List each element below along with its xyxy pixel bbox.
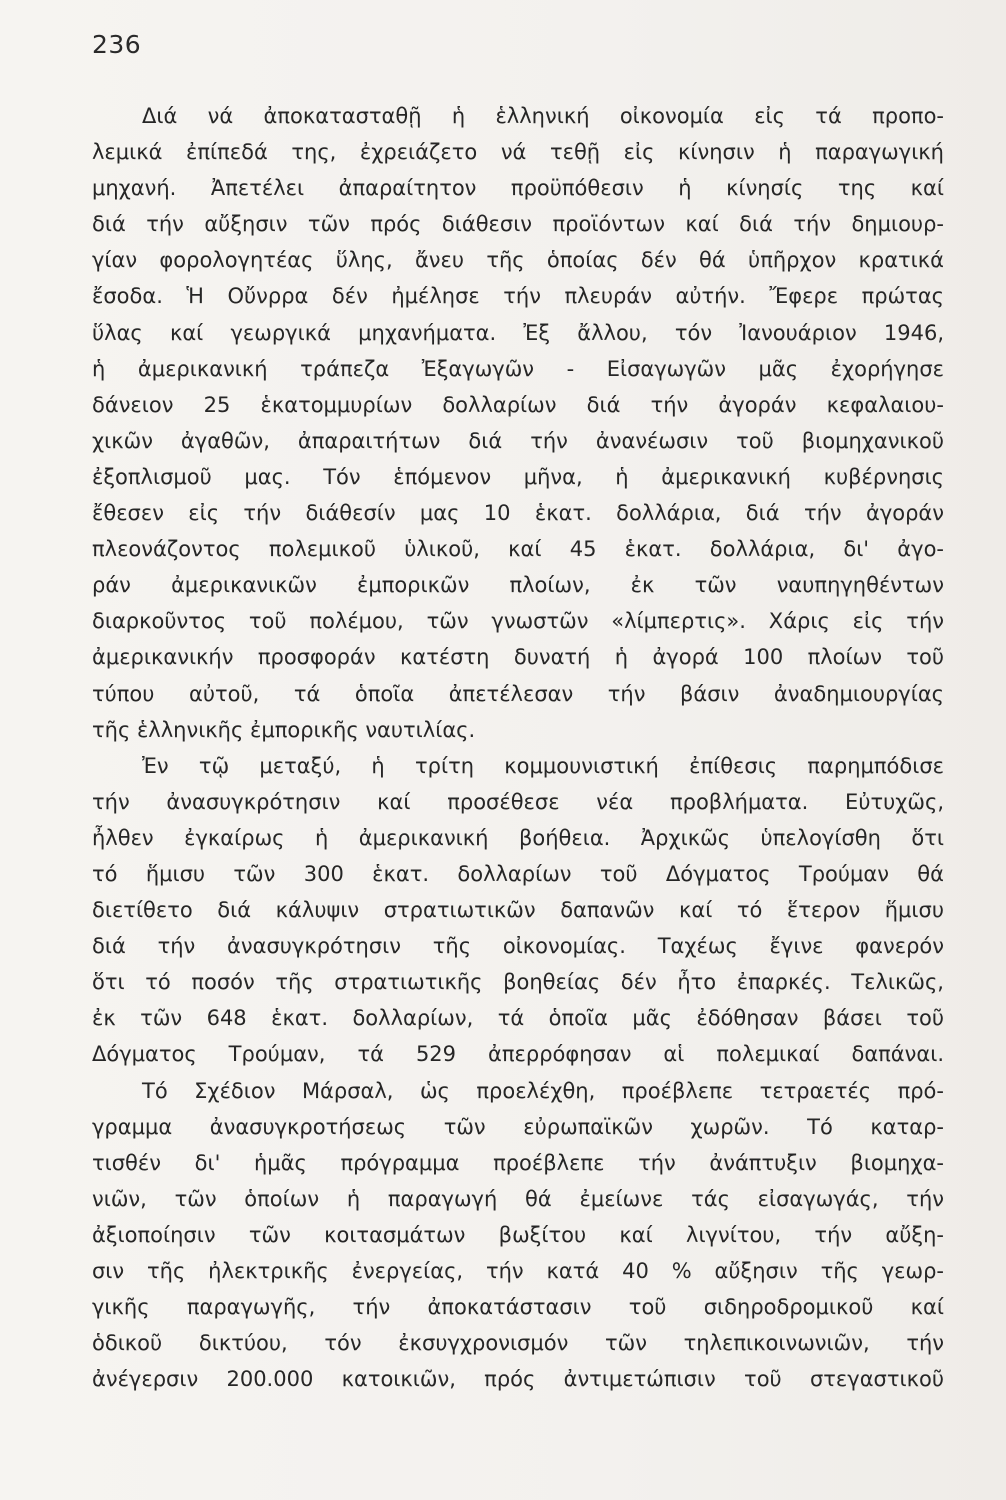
text-line: λεμικά ἐπίπεδά της, ἐχρειάζετο νά τεθῇ εἰς κίνησιν ἡ παραγωγική xyxy=(92,140,944,165)
text-line: διετίθετο διά κάλυψιν στρατιωτικῶν δαπανῶν καί τό ἕτερον ἥμισυ xyxy=(92,898,944,923)
text-line: ἦλθεν ἐγκαίρως ἡ ἀμερικανική βοήθεια. Ἀρχικῶς ὑπελογίσθη ὅτι xyxy=(92,825,944,850)
text-line: Διά νά ἀποκατασταθῇ ἡ ἑλληνική οἰκονομία εἰς τά προπο- xyxy=(142,104,944,128)
text-line: ἔσοδα. Ἡ Οὔνρρα δέν ἠμέλησε τήν πλευράν αὐτήν. Ἔφερε πρώτας xyxy=(92,284,944,309)
text-line: ὅτι τό ποσόν τῆς στρατιωτικῆς βοηθείας δέν ἦτο ἐπαρκές. Τελικῶς, xyxy=(92,970,944,995)
paragraph-3 xyxy=(92,1073,944,1398)
text-line: νιῶν, τῶν ὁποίων ἡ παραγωγή θά ἐμείωνε τάς εἰσαγωγάς, τήν xyxy=(92,1186,944,1211)
text-line: ἐκ τῶν 648 ἑκατ. δολλαρίων, τά ὁποῖα μᾶς ἐδόθησαν βάσει τοῦ xyxy=(92,1006,944,1031)
text-line: χικῶν ἀγαθῶν, ἀπαραιτήτων διά τήν ἀνανέωσιν τοῦ βιομηχανικοῦ xyxy=(92,428,944,453)
text-line: δάνειον 25 ἑκατομμυρίων δολλαρίων διά τήν ἀγοράν κεφαλαιου- xyxy=(92,392,944,417)
paragraph-2 xyxy=(92,748,944,1073)
text-line: διά τήν αὔξησιν τῶν πρός διάθεσιν προϊόντων καί διά τήν δημιουρ- xyxy=(92,212,944,237)
text-line: Ἐν τῷ μεταξύ, ἡ τρίτη κομμουνιστική ἐπίθεσις παρημπόδισε xyxy=(142,753,944,778)
text-line: τό ἥμισυ τῶν 300 ἑκατ. δολλαρίων τοῦ Δόγματος Τρούμαν θά xyxy=(92,861,944,886)
text-line: ἔθεσεν εἰς τήν διάθεσίν μας 10 ἑκατ. δολλάρια, διά τήν ἀγοράν xyxy=(92,501,944,526)
text-line: ἀξιοποίησιν τῶν κοιτασμάτων βωξίτου καί λιγνίτου, τήν αὔξη- xyxy=(92,1222,944,1247)
text-line: γικῆς παραγωγῆς, τήν ἀποκατάστασιν τοῦ σιδηροδρομικοῦ καί xyxy=(92,1295,944,1320)
text-line: πλεονάζοντος πολεμικοῦ ὑλικοῦ, καί 45 ἑκατ. δολλάρια, δι' ἀγο- xyxy=(92,537,944,562)
text-line: ἀνέγερσιν 200.000 κατοικιῶν, πρός ἀντιμετώπισιν τοῦ στεγαστικοῦ xyxy=(92,1367,944,1392)
page-number: 236 xyxy=(92,30,142,59)
text-line: γραμμα ἀνασυγκροτήσεως τῶν εὐρωπαϊκῶν χωρῶν. Τό καταρ- xyxy=(92,1114,944,1139)
text-line: ράν ἀμερικανικῶν ἐμπορικῶν πλοίων, ἐκ τῶν ναυπηγηθέντων xyxy=(92,573,944,598)
body-text xyxy=(92,98,944,1397)
text-line: Τό Σχέδιον Μάρσαλ, ὡς προελέχθη, προέβλεπε τετραετές πρό- xyxy=(142,1078,944,1103)
text-line: σιν τῆς ἠλεκτρικῆς ἐνεργείας, τήν κατά 40 % αὔξησιν τῆς γεωρ- xyxy=(92,1259,944,1283)
text-line: Δόγματος Τρούμαν, τά 529 ἀπερρόφησαν αἱ πολεμικαί δαπάναι. xyxy=(92,1042,944,1067)
text-line: ἡ ἀμερικανική τράπεζα Ἐξαγωγῶν - Εἰσαγωγῶν μᾶς ἐχορήγησε xyxy=(92,356,944,381)
paragraph-1 xyxy=(92,98,944,748)
text-line: ἀμερικανικήν προσφοράν κατέστη δυνατή ἡ ἀγορά 100 πλοίων τοῦ xyxy=(92,645,944,670)
text-line: ἐξοπλισμοῦ μας. Τόν ἑπόμενον μῆνα, ἡ ἀμερικανική κυβέρνησις xyxy=(92,464,944,489)
text-line: γίαν φορολογητέας ὕλης, ἄνευ τῆς ὁποίας δέν θά ὑπῆρχον κρατικά xyxy=(92,248,944,273)
text-line: ὕλας καί γεωργικά μηχανήματα. Ἐξ ἄλλου, τόν Ἰανουάριον 1946, xyxy=(92,320,944,345)
text-line: τήν ἀνασυγκρότησιν καί προσέθεσε νέα προβλήματα. Εὐτυχῶς, xyxy=(92,789,944,814)
text-line: τῆς ἑλληνικῆς ἐμπορικῆς ναυτιλίας. xyxy=(92,717,476,742)
text-line: διά τήν ἀνασυγκρότησιν τῆς οἰκονομίας. Ταχέως ἔγινε φανερόν xyxy=(92,934,944,959)
text-line: ὁδικοῦ δικτύου, τόν ἐκσυγχρονισμόν τῶν τηλεπικοινωνιῶν, τήν xyxy=(92,1331,944,1356)
text-line: μηχανή. Ἀπετέλει ἀπαραίτητον προϋπόθεσιν ἡ κίνησίς της καί xyxy=(92,176,944,201)
text-line: τισθέν δι' ἡμᾶς πρόγραμμα προέβλεπε τήν ἀνάπτυξιν βιομηχα- xyxy=(92,1150,944,1175)
text-line: τύπου αὐτοῦ, τά ὁποῖα ἀπετέλεσαν τήν βάσιν ἀναδημιουργίας xyxy=(92,681,944,706)
text-line: διαρκοῦντος τοῦ πολέμου, τῶν γνωστῶν «λίμπερτις». Χάρις εἰς τήν xyxy=(92,609,944,634)
